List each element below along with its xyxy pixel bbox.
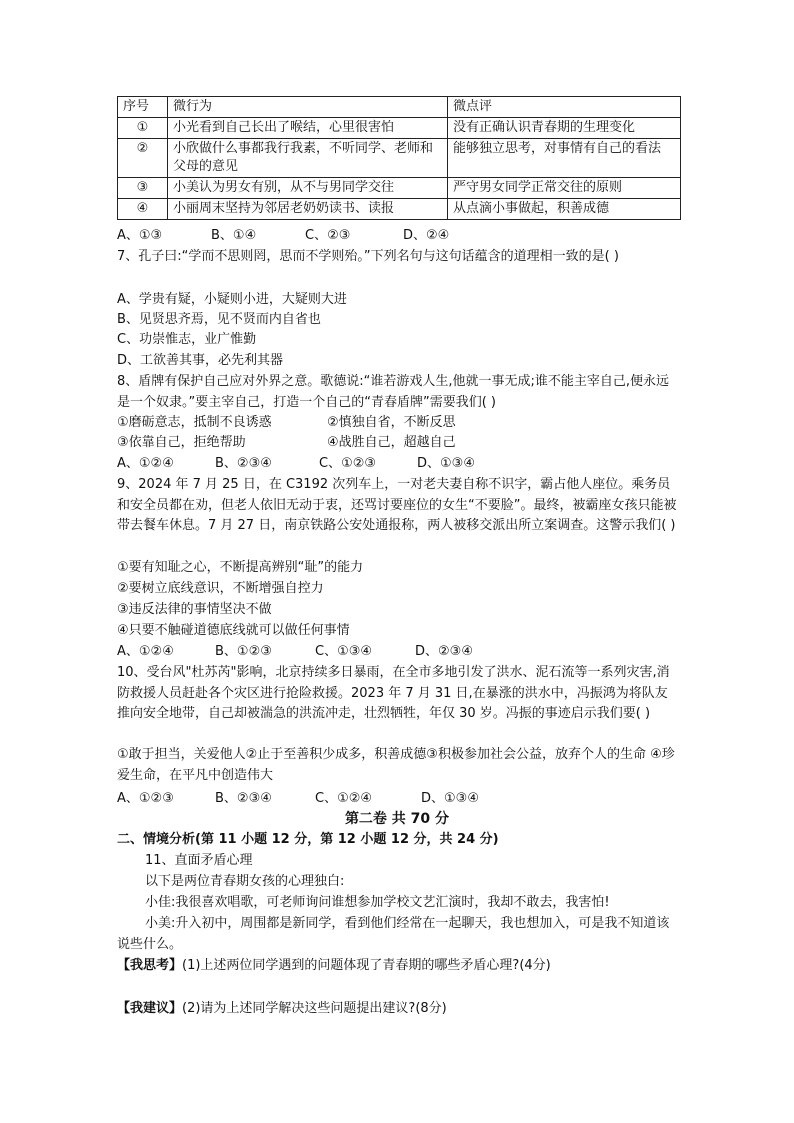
section2-heading: 二、情境分析(第 11 小题 12 分，第 12 小题 12 分，共 24 分)	[117, 832, 499, 847]
table-cell: 严守男女同学正常交往的原则	[448, 178, 681, 199]
table-header: 序号	[118, 97, 168, 118]
option-c: C、①②③	[319, 456, 377, 471]
q11-xiaojia: 小佳:我很喜欢唱歌，可老师询问谁想参加学校文艺汇演时，我却不敢去，我害怕!	[145, 895, 610, 910]
table-header: 微点评	[448, 97, 681, 118]
q10-options	[117, 789, 479, 809]
q9-options	[117, 642, 473, 662]
suggest-text: (2)请为上述同学解决这些问题提出建议?(8分)	[182, 1001, 447, 1016]
suggest-label: 【我建议】	[117, 1001, 183, 1016]
q6-options	[117, 226, 449, 246]
table-row	[118, 139, 681, 178]
q11-intro: 以下是两位青春期女孩的心理独白:	[145, 874, 345, 889]
option-b: B、①④	[211, 228, 257, 243]
q10-stem: 10、受台风"杜苏芮"影响，北京持续多日暴雨，在全市多地引发了洪水、泥石流等一系列灾害,消防救援人员赶赴各个灾区进行抢险救援。2023 年 7 月 31 日,在暴涨的洪水中，冯振鸿为将队友推向安全地带，自己却被湍急的洪流冲走，壮烈牺牲，年仅 30 岁。冯振的事迹启示我们要( )	[117, 665, 670, 721]
option-d: D、①③④	[421, 791, 479, 806]
table-cell: ④	[118, 199, 168, 220]
option-c: C、①③④	[315, 644, 373, 659]
table-cell: 没有正确认识青春期的生理变化	[448, 118, 681, 139]
q7-option-a: A、学贵有疑，小疑则小进，大疑则大进	[117, 292, 347, 307]
table-cell: 小美认为男女有别，从不与男同学交往	[168, 178, 448, 199]
q8-item: ②慎独自省，不断反思	[327, 415, 456, 430]
think-question	[117, 956, 551, 976]
q9-stem: 9、2024 年 7 月 25 日，在 C3192 次列车上，一对老夫妻自称不识字，霸占他人座位。乘务员和安全员都在劝，但老人依旧无动于衷，还骂讨要座位的女生“不要脸”。最终，被霸座女孩只能被带去餐车休息。7 月 27 日，南京铁路公安处通报称，两人被移交派出所立案调查。这警示我们( )	[117, 477, 677, 533]
table-row	[118, 199, 681, 220]
table-header: 微行为	[168, 97, 448, 118]
table-cell: ③	[118, 178, 168, 199]
q9-item: ③违反法律的事情坚决不做	[117, 602, 272, 617]
table-cell: 能够独立思考，对事情有自己的看法	[448, 139, 681, 178]
option-c: C、②③	[305, 228, 351, 243]
table-row	[118, 178, 681, 199]
option-a: A、①②④	[117, 456, 174, 471]
table-cell: ①	[118, 118, 168, 139]
q8-item: ③依靠自己，拒绝帮助	[117, 435, 246, 450]
q7-stem: 7、孔子曰:“学而不思则罔，思而不学则殆。”下列名句与这句话蕴含的道理相一致的是( )	[117, 249, 619, 264]
option-b: B、②③④	[215, 456, 272, 471]
q11-title: 11、直面矛盾心理	[145, 853, 253, 868]
think-label: 【我思考】	[117, 958, 183, 973]
table-row	[118, 118, 681, 139]
table-cell: 小光看到自己长出了喉结，心里很害怕	[168, 118, 448, 139]
table-cell: 小丽周末坚持为邻居老奶奶读书、读报	[168, 199, 448, 220]
table-cell: 小欣做什么事都我行我素，不听同学、老师和父母的意见	[168, 139, 448, 178]
think-text: (1)上述两位同学遇到的问题体现了青春期的哪些矛盾心理?(4分)	[182, 958, 551, 973]
q7-option-b: B、见贤思齐焉，见不贤而内自省也	[117, 312, 321, 327]
q7-option-c: C、功崇惟志，业广惟勤	[117, 332, 257, 347]
q9-item: ①要有知耻之心，不断提高辨别“耻”的能力	[117, 560, 364, 575]
suggest-question	[117, 999, 447, 1019]
q10-items: ①敢于担当，关爱他人②止于至善积少成多，积善成德③积极参加社会公益，放弃个人的生命 ④珍爱生命，在平凡中创造伟大	[117, 747, 675, 783]
option-a: A、①③	[117, 228, 163, 243]
option-b: B、②③④	[215, 791, 272, 806]
q9-item: ④只要不触碰道德底线就可以做任何事情	[117, 623, 350, 638]
q7-option-d: D、工欲善其事，必先利其器	[117, 353, 284, 368]
table-cell: 从点滴小事做起，积善成德	[448, 199, 681, 220]
q9-item: ②要树立底线意识，不断增强自控力	[117, 581, 324, 596]
micro-behavior-table	[117, 96, 681, 220]
option-c: C、①②④	[315, 791, 373, 806]
q8-items-row2	[117, 433, 456, 453]
option-b: B、①②③	[215, 644, 272, 659]
part2-title: 第二卷 共 70 分	[344, 811, 450, 827]
table-cell: ②	[118, 139, 168, 178]
table-header-row	[118, 97, 681, 118]
q8-item: ①磨砺意志，抵制不良诱惑	[117, 415, 272, 430]
option-d: D、②③④	[415, 644, 473, 659]
q8-items-row1	[117, 413, 456, 433]
q8-item: ④战胜自己，超越自己	[327, 435, 456, 450]
q8-stem: 8、盾牌有保护自己应对外界之意。歌德说:“谁若游戏人生,他就一事无成;谁不能主宰自己,便永远是一个奴隶。”要主宰自己，打造一个自己的“青春盾牌”需要我们( )	[117, 374, 670, 410]
option-a: A、①②④	[117, 644, 174, 659]
option-d: D、①③④	[417, 456, 475, 471]
option-d: D、②④	[403, 228, 450, 243]
q8-options	[117, 454, 475, 474]
q11-xiaomei: 小美:升入初中，周围都是新同学，看到他们经常在一起聊天，我也想加入，可是我不知道该说些什么。	[117, 916, 670, 952]
option-a: A、①②③	[117, 791, 174, 806]
